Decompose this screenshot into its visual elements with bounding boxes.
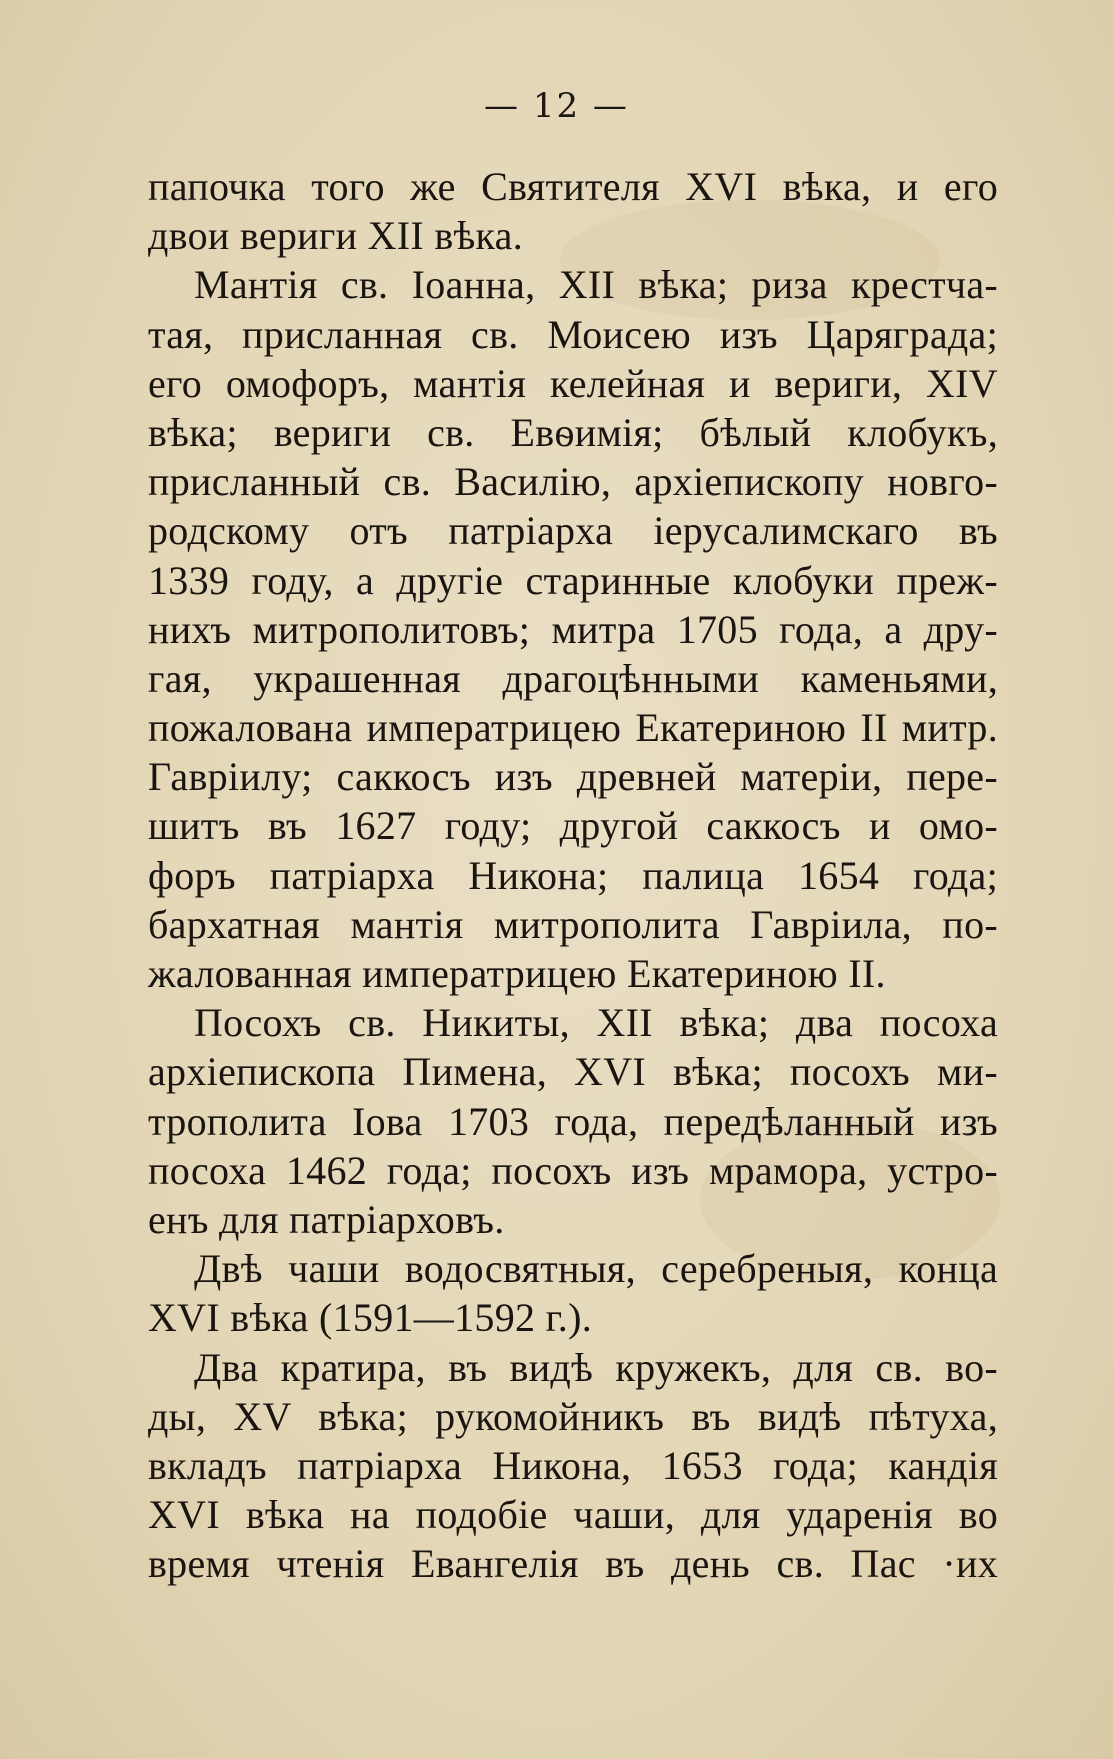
text-line: Мантія св. Іоанна, XII вѣка; риза крестча- [194,262,998,308]
text-line: родскому отъ патріарха іерусалимскаго въ [148,508,998,554]
text-line: посоха 1462 года; посохъ изъ мрамора, устро- [148,1147,998,1193]
text-line: жалованная императрицею Екатериною II. [148,951,886,996]
text-line: трополита Іова 1703 года, передѣланный изъ [148,1098,998,1144]
text-line: Два кратира, въ видѣ кружекъ, для св. во- [194,1344,998,1390]
text-line: ды, XV вѣка; рукомойникъ въ видѣ пѣтуха, [148,1393,998,1439]
text-line: вѣка; вериги св. Евѳимія; бѣлый клобукъ, [148,409,998,455]
text-line: XVI вѣка на подобіе чаши, для ударенія во [148,1492,998,1538]
text-line: папочка того же Святителя XVI вѣка, и его [148,164,998,209]
text-line: вкладъ патріарха Никона, 1653 года; кандія [148,1442,998,1488]
page-body [148,162,998,1588]
text-line: нихъ митрополитовъ; митра 1705 года, а дру- [148,606,998,652]
text-line: архіепископа Пимена, XVI вѣка; посохъ ми- [148,1049,998,1095]
text-line: присланный св. Василію, архіепископу новго- [148,459,998,505]
page-number: — 12 — [484,86,629,126]
text-line: Гавріилу; саккосъ изъ древней матеріи, пере- [148,754,998,800]
text-line: 1339 году, а другіе старинные клобуки преж- [148,557,998,603]
text-line: Двѣ чаши водосвятныя, серебреныя, конца [194,1246,998,1292]
text-line: двои вериги XII вѣка. [148,213,524,259]
text-line: XVI вѣка (1591—1592 г.). [148,1295,593,1341]
text-line: гая, украшенная драгоцѣнными каменьями, [148,655,998,701]
text-line: бархатная мантія митрополита Гавріила, по- [148,901,998,947]
text-line: Посохъ св. Никиты, XII вѣка; два посоха [194,1000,998,1046]
text-line: его омофоръ, мантія келейная и вериги, XIV [148,360,998,406]
text-line: енъ для патріарховъ. [148,1196,505,1242]
text-line: тая, присланная св. Моисею изъ Царяграда; [148,311,998,357]
text-line: шитъ въ 1627 году; другой саккосъ и омо- [148,803,998,849]
text-line: пожалована императрицею Екатериною II митр. [148,705,998,751]
text-line: форъ патріарха Никона; палица 1654 года; [148,852,998,898]
text-line: время чтенія Евангелія въ день св. Пас ·их [148,1541,998,1587]
